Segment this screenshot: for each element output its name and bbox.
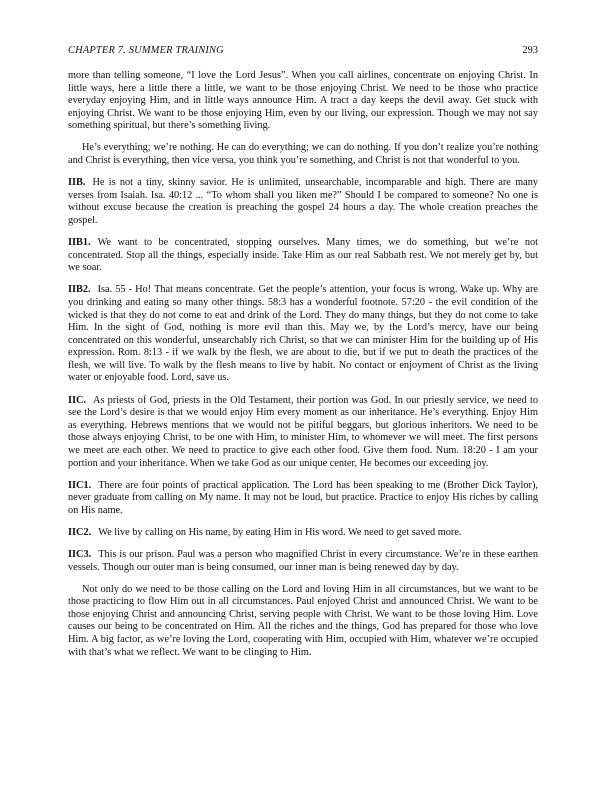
paragraph-text: He’s everything; we’re nothing. He can do everything; we can do nothing. If you don’t realize you’re nothing and Christ is everything, then vice versa, you think you’re something, and Christ is not that wonderful to you. (68, 142, 538, 167)
paragraph-text: We live by calling on His name, by eating Him in His word. We need to get saved more. (98, 526, 462, 538)
paragraph-text: We want to be concentrated, stopping ourselves. Many times, we do something, but we’re not concentrated. Stop all the things, especially inside. Take Him as our real Sabbath rest. We not merely get by, but we soar. (68, 237, 538, 274)
outline-paragraph-iic3 (68, 549, 538, 574)
paragraph-text: Not only do we need to be those calling on the Lord and loving Him in all circumstances, but we want to be those practicing to flow Him out in all circumstances. Paul enjoyed Christ and announced Christ. We want to be those enjoying Christ and announcing Christ, serving people with Christ. We want to be those loving Him. Love causes our being to be concentrated on Him. All the riches and the things, God has prepared for those who love Him. A big factor, as we’re loving the Lord, cooperating with Him, occupied with Him, whatever we’re occupied with that’s what we reflect. We want to be clinging to Him. (68, 583, 538, 658)
outline-label: IIC1. (68, 479, 92, 491)
running-header (68, 45, 538, 56)
outline-label: IIB. (68, 177, 86, 189)
paragraph (68, 70, 538, 133)
paragraph-text: There are four points of practical application. The Lord has been speaking to me (Brother Dick Taylor), never graduate from calling on My name. It may not be loud, but practice. Practice to enjoy His riches by calling on His name. (68, 479, 538, 516)
chapter-title: CHAPTER 7. SUMMER TRAINING (68, 45, 224, 56)
outline-paragraph-iic1 (68, 480, 538, 518)
outline-paragraph-iib2 (68, 284, 538, 385)
outline-label: IIB1. (68, 237, 91, 249)
page-number: 293 (522, 45, 538, 56)
outline-paragraph-iib1 (68, 237, 538, 275)
outline-paragraph-iic (68, 395, 538, 471)
paragraph-text: Isa. 55 - Ho! That means concentrate. Get the people’s attention, your focus is wrong. Wake up. Why are you drinking and eating so many other things. 58:3 has a wonderful footnote. 57:20 - the evil condition of the wicked is that they do not come to eat and drink of the Lord. They do many things, but they do not come to take Him. In the sight of God, nothing is more evil than this. May we, by the Lord’s mercy, have our being concentrated on this wonderful, unsearchably rich Christ, so that we can minister Him for the building up of His expression. Rom. 8:13 - if we walk by the flesh, we are about to die, but if we put to death the practices of the flesh, we will live. To walk by the flesh means to live by habit. No contact or enjoyment of Christ as the living water or enjoyable food. Lord, save us. (68, 284, 538, 384)
page-body (68, 70, 538, 669)
paragraph (68, 584, 538, 660)
outline-label: IIC2. (68, 526, 92, 538)
paragraph-text: As priests of God, priests in the Old Testament, their portion was God. In our priestly service, we need to see the Lord’s desire is that we would enjoy Him every moment as our inheritance. He’s everything. Enjoy Him as everything. Hebrews mentions that we would not be pitiful beggars, but glorious inheritors. We need to be those always enjoying Christ, to be one with Him, to minister Him, to whomever we will meet. The first persons we meet are each other. We need to practice to give each other food. Give them food. Num. 18:20 - I am your portion and your inheritance. When we take God as our unique center, He becomes our exceeding joy. (68, 394, 538, 469)
outline-paragraph-iib (68, 177, 538, 227)
paragraph-text: He is not a tiny, skinny savior. He is unlimited, unsearchable, incomparable and high. There are many verses from Isaiah. Isa. 40:12 ... “To whom shall you liken me?” Should I be compared to someone? No one is without excuse because the creation is preaching the gospel 24 hours a day. The whole creation preaches the gospel. (68, 177, 538, 226)
paragraph-text: more than telling someone, “I love the Lord Jesus”. When you call airlines, concentrate on enjoying Christ. In little ways, here a little there a little, we want to be those enjoying Christ. We need to be those who practice everyday enjoying Him, and in little ways announce Him. A tract a day keeps the devil away. Get stuck with enjoying Christ. We want to be those enjoying Him, even by our living, our expression. Though we may not say something spiritual, but there’s something living. (68, 70, 538, 132)
outline-paragraph-iic2 (68, 527, 538, 540)
paragraph (68, 142, 538, 167)
outline-label: IIC3. (68, 549, 92, 560)
paragraph-text: This is our prison. Paul was a person who magnified Christ in every circumstance. We’re in these earthen vessels. Though our outer man is being consumed, our inner man is being renewed day by day. (68, 549, 538, 573)
outline-label: IIC. (68, 394, 87, 406)
outline-label: IIB2. (68, 284, 91, 296)
